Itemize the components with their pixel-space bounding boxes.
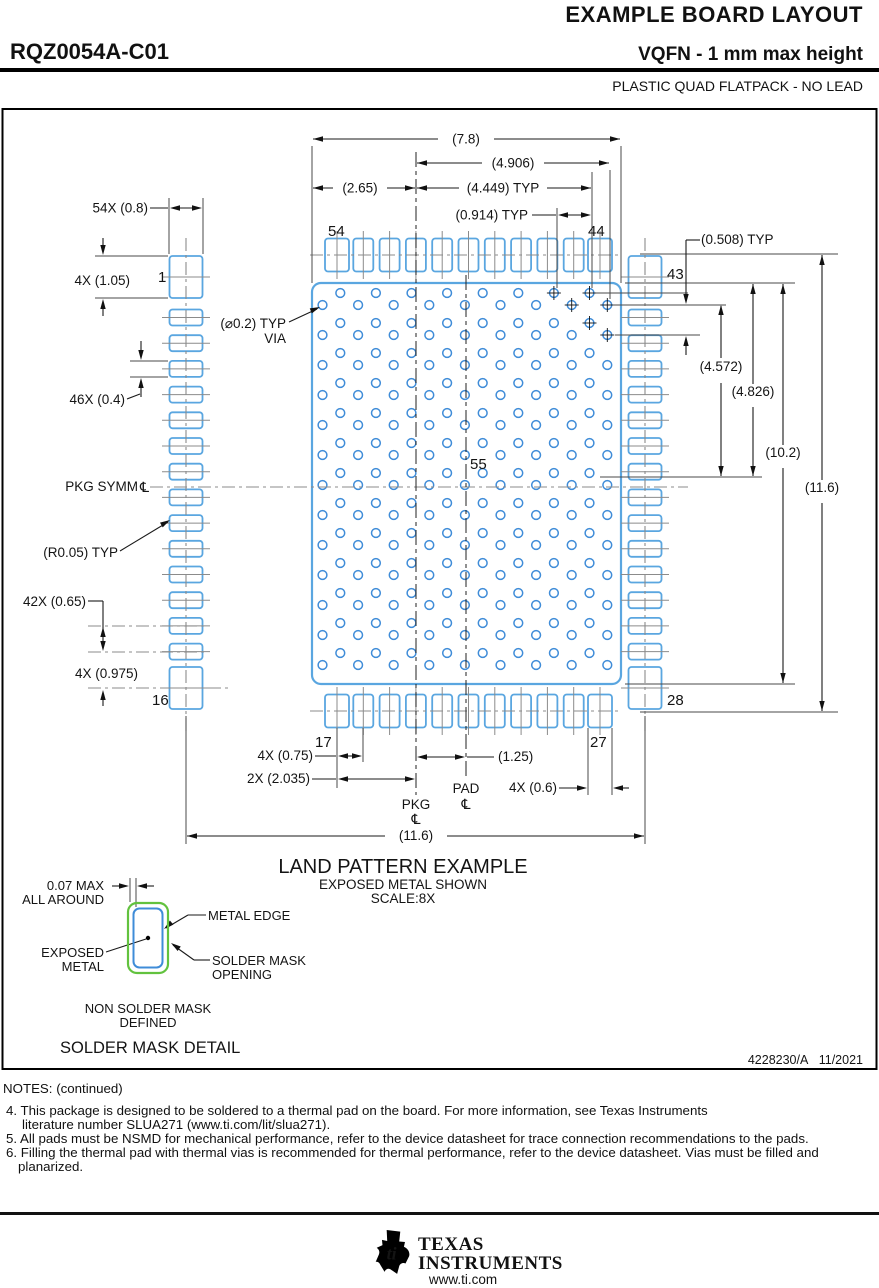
dim-0914: (0.914) TYP — [455, 207, 528, 223]
dim-pad-width: (7.8) — [452, 131, 480, 147]
centerline-glyph-pad: ℄ — [461, 797, 471, 813]
ti-logo-letters: ti — [386, 1243, 397, 1264]
pin-label-54: 54 — [328, 223, 345, 240]
metal-edge-label: METAL EDGE — [208, 908, 291, 923]
pin-label-27: 27 — [590, 734, 607, 751]
land-pattern-geometry — [88, 136, 838, 973]
note-6-line1: 6. Filling the thermal pad with thermal vias is recommended for thermal performance, refer to the device datasheet. Vias must be filled and — [6, 1145, 819, 1160]
nsmd-label1: NON SOLDER MASK — [84, 1001, 212, 1016]
brand-name-bottom: INSTRUMENTS — [418, 1253, 563, 1274]
pkg-centerline-label: PKG — [401, 797, 431, 812]
centerline-glyph-symm: ℄ — [140, 480, 149, 496]
ti-url: www.ti.com — [428, 1272, 498, 1287]
pin-label-28: 28 — [667, 692, 684, 709]
mask-opening-label2: OPENING — [212, 967, 272, 982]
dim-4906: (4.906) — [491, 155, 535, 171]
dim-2x2035: 2X (2.035) — [246, 771, 310, 786]
mask-detail-title: SOLDER MASK DETAIL — [60, 1039, 241, 1057]
dim-116-horizontal: (11.6) — [398, 828, 434, 843]
dim-102: (10.2) — [765, 445, 801, 460]
dim-4x075: 4X (0.75) — [257, 748, 313, 763]
caption-sub2: SCALE:8X — [370, 891, 436, 906]
doc-number: 4228230/A 11/2021 — [747, 1053, 863, 1067]
pin-label-1: 1 — [158, 269, 167, 286]
dim-via-diameter: (⌀0.2) TYP — [220, 316, 286, 331]
dim-4x0975: 4X (0.975) — [74, 666, 138, 681]
pad-centerline-label: PAD — [452, 781, 480, 796]
caption-sub1: EXPOSED METAL SHOWN — [318, 877, 488, 892]
dim-r005: (R0.05) TYP — [43, 545, 118, 560]
dim-4572: (4.572) — [699, 359, 743, 374]
dim-42x: 42X (0.65) — [22, 594, 86, 609]
dim-46x: 46X (0.4) — [69, 392, 125, 407]
notes-heading: NOTES: (continued) — [3, 1081, 123, 1096]
dim-4449: (4.449) TYP — [466, 180, 540, 196]
footer-rule — [0, 1212, 879, 1215]
note-6-line2: planarized. — [18, 1159, 84, 1174]
dim-54x: 54X (0.8) — [92, 200, 148, 216]
dim-4x105: 4X (1.05) — [74, 273, 130, 288]
dim-4826: (4.826) — [731, 384, 775, 399]
pin-label-17: 17 — [315, 734, 332, 751]
pin-label-16: 16 — [152, 692, 169, 709]
package-subtitle: PLASTIC QUAD FLATPACK - NO LEAD — [612, 78, 863, 94]
dim-265: (2.65) — [342, 180, 378, 196]
ti-logo-icon — [375, 1230, 413, 1276]
note-4-line2: literature number SLUA271 (www.ti.com/lit/slua271). — [22, 1117, 331, 1132]
caption-title: LAND PATTERN EXAMPLE — [278, 856, 528, 878]
exposed-metal-label2: METAL — [61, 959, 104, 974]
part-number: RQZ0054A-C01 — [10, 39, 169, 64]
brand-name-top: TEXAS — [418, 1234, 484, 1255]
dim-4x06: 4X (0.6) — [508, 780, 557, 795]
pkg-symm-label: PKG SYMM — [65, 479, 138, 494]
note-4-line1: 4. This package is designed to be soldered to a thermal pad on the board. For more information, see Texas Instruments — [6, 1103, 708, 1118]
note-5: 5. All pads must be NSMD for mechanical performance, refer to the device datasheet for trace connection recommendations to the pads. — [6, 1131, 809, 1146]
mask-gap-label2: ALL AROUND — [22, 892, 104, 907]
exposed-metal-label1: EXPOSED — [41, 945, 104, 960]
pin-label-43: 43 — [667, 266, 684, 283]
mask-opening-label1: SOLDER MASK — [212, 953, 306, 968]
nsmd-label2: DEFINED — [119, 1015, 177, 1030]
dim-125: (1.25) — [498, 749, 534, 764]
dim-116-vertical: (11.6) — [804, 480, 840, 495]
pin-label-44: 44 — [588, 223, 605, 240]
dim-0508: (0.508) TYP — [701, 232, 774, 247]
pin-label-55: 55 — [470, 456, 487, 473]
dim-via-word: VIA — [264, 331, 286, 346]
mask-gap-label: 0.07 MAX — [46, 878, 104, 893]
centerline-glyph-pkg: ℄ — [411, 812, 421, 828]
package-title: VQFN - 1 mm max height — [638, 44, 863, 65]
page-title: EXAMPLE BOARD LAYOUT — [565, 2, 863, 27]
